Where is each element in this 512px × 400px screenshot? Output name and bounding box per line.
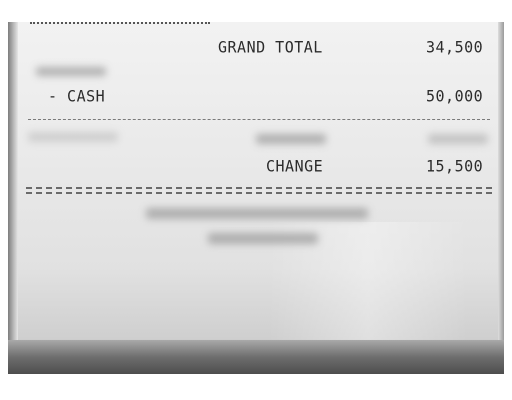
top-dotted-separator [30, 22, 210, 24]
blurred-subtotal-value [428, 134, 488, 144]
receipt-photo [8, 22, 504, 374]
grand-total-value: 34,500 [426, 37, 484, 57]
grand-total-label: GRAND TOTAL [218, 37, 323, 57]
blurred-footer-line-2 [208, 233, 318, 244]
receipt-right-edge [498, 22, 504, 352]
dashed-separator-1 [28, 119, 490, 120]
blurred-footer-line-1 [146, 208, 368, 219]
double-separator-bottom [26, 192, 492, 194]
table-surface [8, 340, 504, 374]
change-label: CHANGE [266, 156, 324, 176]
double-separator-top [26, 187, 492, 189]
cash-value: 50,000 [426, 86, 484, 106]
change-value: 15,500 [426, 156, 484, 176]
blurred-subtotal-label [256, 134, 326, 144]
blurred-left-text [28, 132, 118, 142]
blurred-payment-label [36, 67, 106, 76]
receipt-left-edge [8, 22, 18, 342]
cash-label: - CASH [48, 86, 106, 106]
